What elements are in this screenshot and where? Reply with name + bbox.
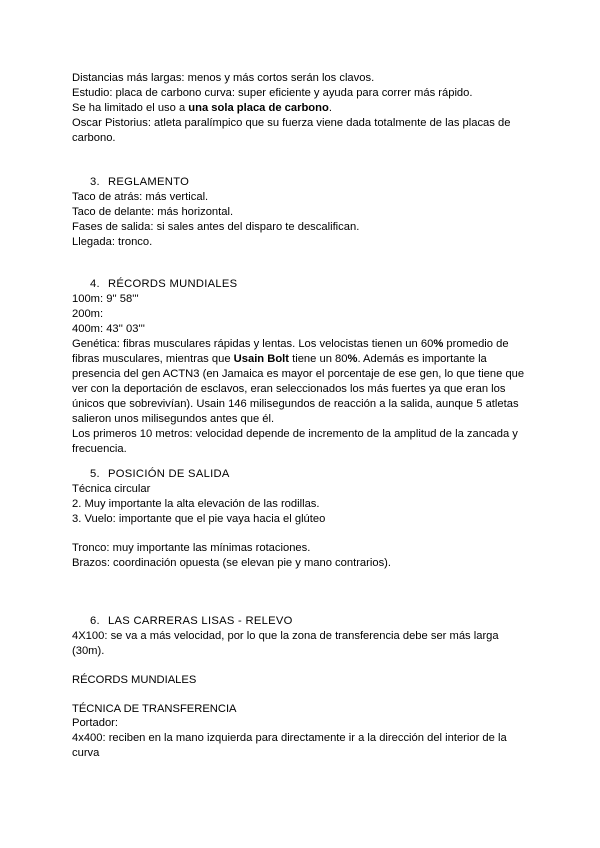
- text-line: Técnica circular: [72, 483, 151, 495]
- section-title: LAS CARRERAS LISAS - RELEVO: [108, 615, 293, 627]
- text-line: Los primeros 10 metros: velocidad depende de incremento de la amplitud de la zancada y: [72, 428, 518, 440]
- section-number: 4.: [90, 278, 100, 290]
- subheading-records: RÉCORDS MUNDIALES: [72, 674, 197, 686]
- section-heading-records: [90, 277, 237, 292]
- text-line: únicos que sobrevivían). Usain 146 milisegundos de reacción a la salida, aunque 5 atletas: [72, 398, 519, 410]
- text-span: Genética: fibras musculares rápidas y lentas. Los velocistas tienen un 60: [72, 338, 434, 350]
- bold-text: %: [347, 353, 358, 365]
- text-span: Se ha limitado el uso a: [72, 102, 189, 114]
- text-line: carbono.: [72, 132, 116, 144]
- text-span: . Además es importante la: [357, 353, 487, 365]
- text-span: promedio de: [443, 338, 509, 350]
- text-line: [72, 101, 332, 116]
- text-line: 4x400: reciben en la mano izquierda para directamente ir a la dirección del interior de la: [72, 732, 507, 744]
- section-number: 5.: [90, 468, 100, 480]
- text-line: 2. Muy importante la alta elevación de las rodillas.: [72, 498, 320, 510]
- record-400m: 400m: 43'' 03''': [72, 323, 145, 335]
- section-number: 3.: [90, 176, 100, 188]
- record-200m: 200m:: [72, 308, 104, 320]
- text-line: Portador:: [72, 717, 119, 729]
- text-line: [72, 352, 487, 367]
- section-heading-posicion: [90, 467, 230, 482]
- text-span: tiene un 80: [289, 353, 348, 365]
- section-heading-relevo: [90, 614, 293, 629]
- text-line: (30m).: [72, 645, 105, 657]
- text-line: Estudio: placa de carbono curva: super eficiente y ayuda para correr más rápido.: [72, 87, 473, 99]
- section-title: POSICIÓN DE SALIDA: [108, 468, 230, 480]
- text-line: Distancias más largas: menos y más cortos serán los clavos.: [72, 72, 375, 84]
- text-line: Taco de delante: más horizontal.: [72, 206, 234, 218]
- text-line: Tronco: muy importante las mínimas rotaciones.: [72, 542, 311, 554]
- text-line: [72, 337, 509, 352]
- record-100m: 100m: 9'' 58''': [72, 293, 139, 305]
- text-line: Brazos: coordinación opuesta (se elevan pie y mano contrarios).: [72, 557, 392, 569]
- text-span: fibras musculares, mientras que: [72, 353, 234, 365]
- text-line: frecuencia.: [72, 443, 127, 455]
- subheading-tecnica: TÉCNICA DE TRANSFERENCIA: [72, 703, 237, 715]
- text-line: salieron unos milisegundos antes que él.: [72, 413, 275, 425]
- section-title: REGLAMENTO: [108, 176, 190, 188]
- bold-text: %: [433, 338, 444, 350]
- bold-text: una sola placa de carbono: [188, 102, 329, 114]
- text-line: curva: [72, 747, 100, 759]
- section-heading-reglamento: [90, 175, 189, 190]
- text-line: 4X100: se va a más velocidad, por lo que la zona de transferencia debe ser más larga: [72, 630, 499, 642]
- bold-text: Usain Bolt: [233, 353, 289, 365]
- section-title: RÉCORDS MUNDIALES: [108, 278, 238, 290]
- text-line: Fases de salida: si sales antes del disparo te descalifican.: [72, 221, 360, 233]
- text-line: Llegada: tronco.: [72, 236, 153, 248]
- section-number: 6.: [90, 615, 100, 627]
- text-line: presencia del gen ACTN3 (en Jamaica es mayor el porcentaje de ese gen, lo que tiene que: [72, 368, 525, 380]
- text-span: .: [328, 102, 332, 114]
- text-line: Taco de atrás: más vertical.: [72, 191, 209, 203]
- text-line: ver con la deportación de esclavos, eran seleccionados los más fuertes ya que eran los: [72, 383, 506, 395]
- text-line: 3. Vuelo: importante que el pie vaya hacia el glúteo: [72, 513, 326, 525]
- text-line: Oscar Pistorius: atleta paralímpico que su fuerza viene dada totalmente de las placas de: [72, 117, 511, 129]
